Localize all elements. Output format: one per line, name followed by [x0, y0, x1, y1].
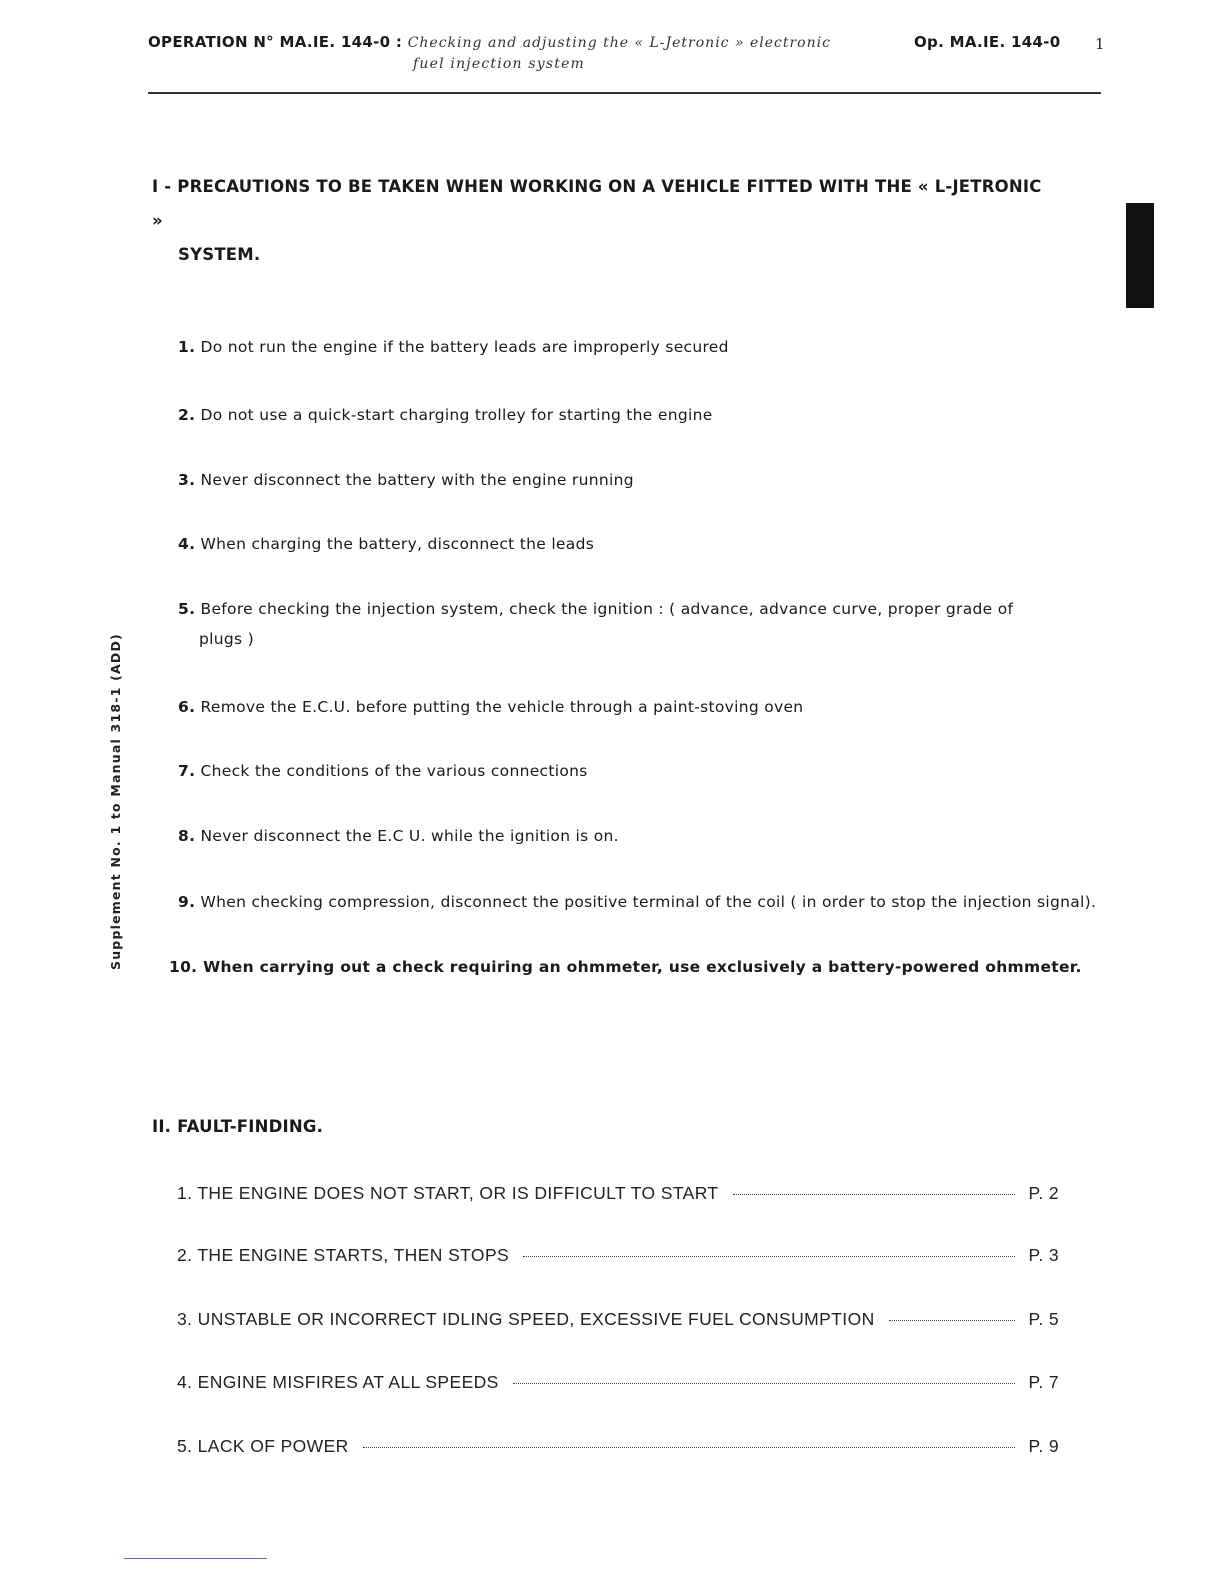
precaution-item — [178, 692, 1118, 722]
entry-label: 5. LACK OF POWER — [177, 1436, 349, 1456]
precaution-item — [178, 529, 1118, 559]
item-number: 6. — [178, 698, 196, 716]
section1-heading-line1: I - PRECAUTIONS TO BE TAKEN WHEN WORKING ON A VEHICLE FITTED WITH THE « L-JETRONIC » — [152, 177, 1042, 230]
section1-heading-line2: SYSTEM. — [178, 245, 261, 264]
item-text: Remove the E.C.U. before putting the vehicle through a paint-stoving oven — [200, 698, 804, 716]
entry-label: 1. THE ENGINE DOES NOT START, OR IS DIFFICULT TO START — [177, 1183, 719, 1203]
item-text-continuation: plugs ) — [199, 630, 254, 648]
precaution-item — [169, 952, 1109, 982]
entry-label: 4. ENGINE MISFIRES AT ALL SPEEDS — [177, 1372, 499, 1392]
precaution-item — [178, 821, 1118, 851]
page-number: 1 — [1095, 35, 1105, 53]
entry-label: 2. THE ENGINE STARTS, THEN STOPS — [177, 1245, 510, 1265]
precaution-item — [178, 756, 1118, 786]
precaution-item — [178, 594, 1118, 654]
operation-title-line2: fuel injection system — [413, 56, 586, 72]
fault-finding-entry — [177, 1309, 1059, 1330]
item-text: Do not run the engine if the battery leads are improperly secured — [200, 338, 729, 356]
fault-finding-entry — [177, 1372, 1059, 1393]
item-text: When carrying out a check requiring an ohmmeter, use exclusively a battery-powered ohmmeter. — [203, 958, 1082, 976]
header-rule — [148, 92, 1101, 94]
item-text: Do not use a quick-start charging trolley for starting the engine — [200, 406, 713, 424]
item-number: 4. — [178, 535, 196, 553]
entry-label: 3. UNSTABLE OR INCORRECT IDLING SPEED, EXCESSIVE FUEL CONSUMPTION — [177, 1309, 875, 1329]
fault-finding-entry — [177, 1183, 1059, 1204]
fault-finding-entry — [177, 1245, 1059, 1266]
operation-reference: Op. MA.IE. 144-0 — [914, 33, 1061, 51]
precaution-item — [178, 465, 1118, 495]
item-text: Never disconnect the E.C U. while the ignition is on. — [200, 827, 619, 845]
entry-page: P. 2 — [1028, 1183, 1059, 1203]
item-number: 1. — [178, 338, 196, 356]
item-number: 2. — [178, 406, 196, 424]
dot-leader — [733, 1194, 1015, 1195]
dot-leader — [889, 1320, 1015, 1321]
item-text: When checking compression, disconnect the positive terminal of the coil ( in order to stop the injection signal). — [200, 893, 1097, 911]
precaution-item — [178, 400, 1118, 430]
section1-heading — [152, 170, 1052, 272]
item-number: 10. — [169, 958, 198, 976]
fault-finding-entry — [177, 1436, 1059, 1457]
precaution-item — [178, 887, 1118, 917]
item-number: 8. — [178, 827, 196, 845]
footer-line — [124, 1558, 267, 1559]
operation-number: OPERATION N° MA.IE. 144-0 : — [148, 33, 403, 51]
dot-leader — [513, 1383, 1015, 1384]
item-number: 5. — [178, 600, 196, 618]
item-number: 7. — [178, 762, 196, 780]
operation-header — [148, 33, 831, 51]
operation-title-line1: Checking and adjusting the « L-Jetronic » electronic — [407, 35, 831, 51]
item-text: When charging the battery, disconnect the leads — [200, 535, 595, 553]
item-text: Check the conditions of the various connections — [200, 762, 588, 780]
entry-page: P. 9 — [1028, 1436, 1059, 1456]
item-number: 9. — [178, 893, 196, 911]
item-number: 3. — [178, 471, 196, 489]
entry-page: P. 7 — [1028, 1372, 1059, 1392]
section-tab-marker — [1126, 203, 1154, 308]
item-text: Never disconnect the battery with the engine running — [200, 471, 634, 489]
entry-page: P. 3 — [1028, 1245, 1059, 1265]
side-note: Supplement No. 1 to Manual 318-1 (ADD) — [108, 633, 123, 970]
dot-leader — [523, 1256, 1014, 1257]
item-text: Before checking the injection system, check the ignition : ( advance, advance curve, proper grade of — [200, 600, 1014, 618]
dot-leader — [363, 1447, 1015, 1448]
section2-heading: II. FAULT-FINDING. — [152, 1117, 324, 1136]
entry-page: P. 5 — [1028, 1309, 1059, 1329]
precaution-item — [178, 332, 1118, 362]
